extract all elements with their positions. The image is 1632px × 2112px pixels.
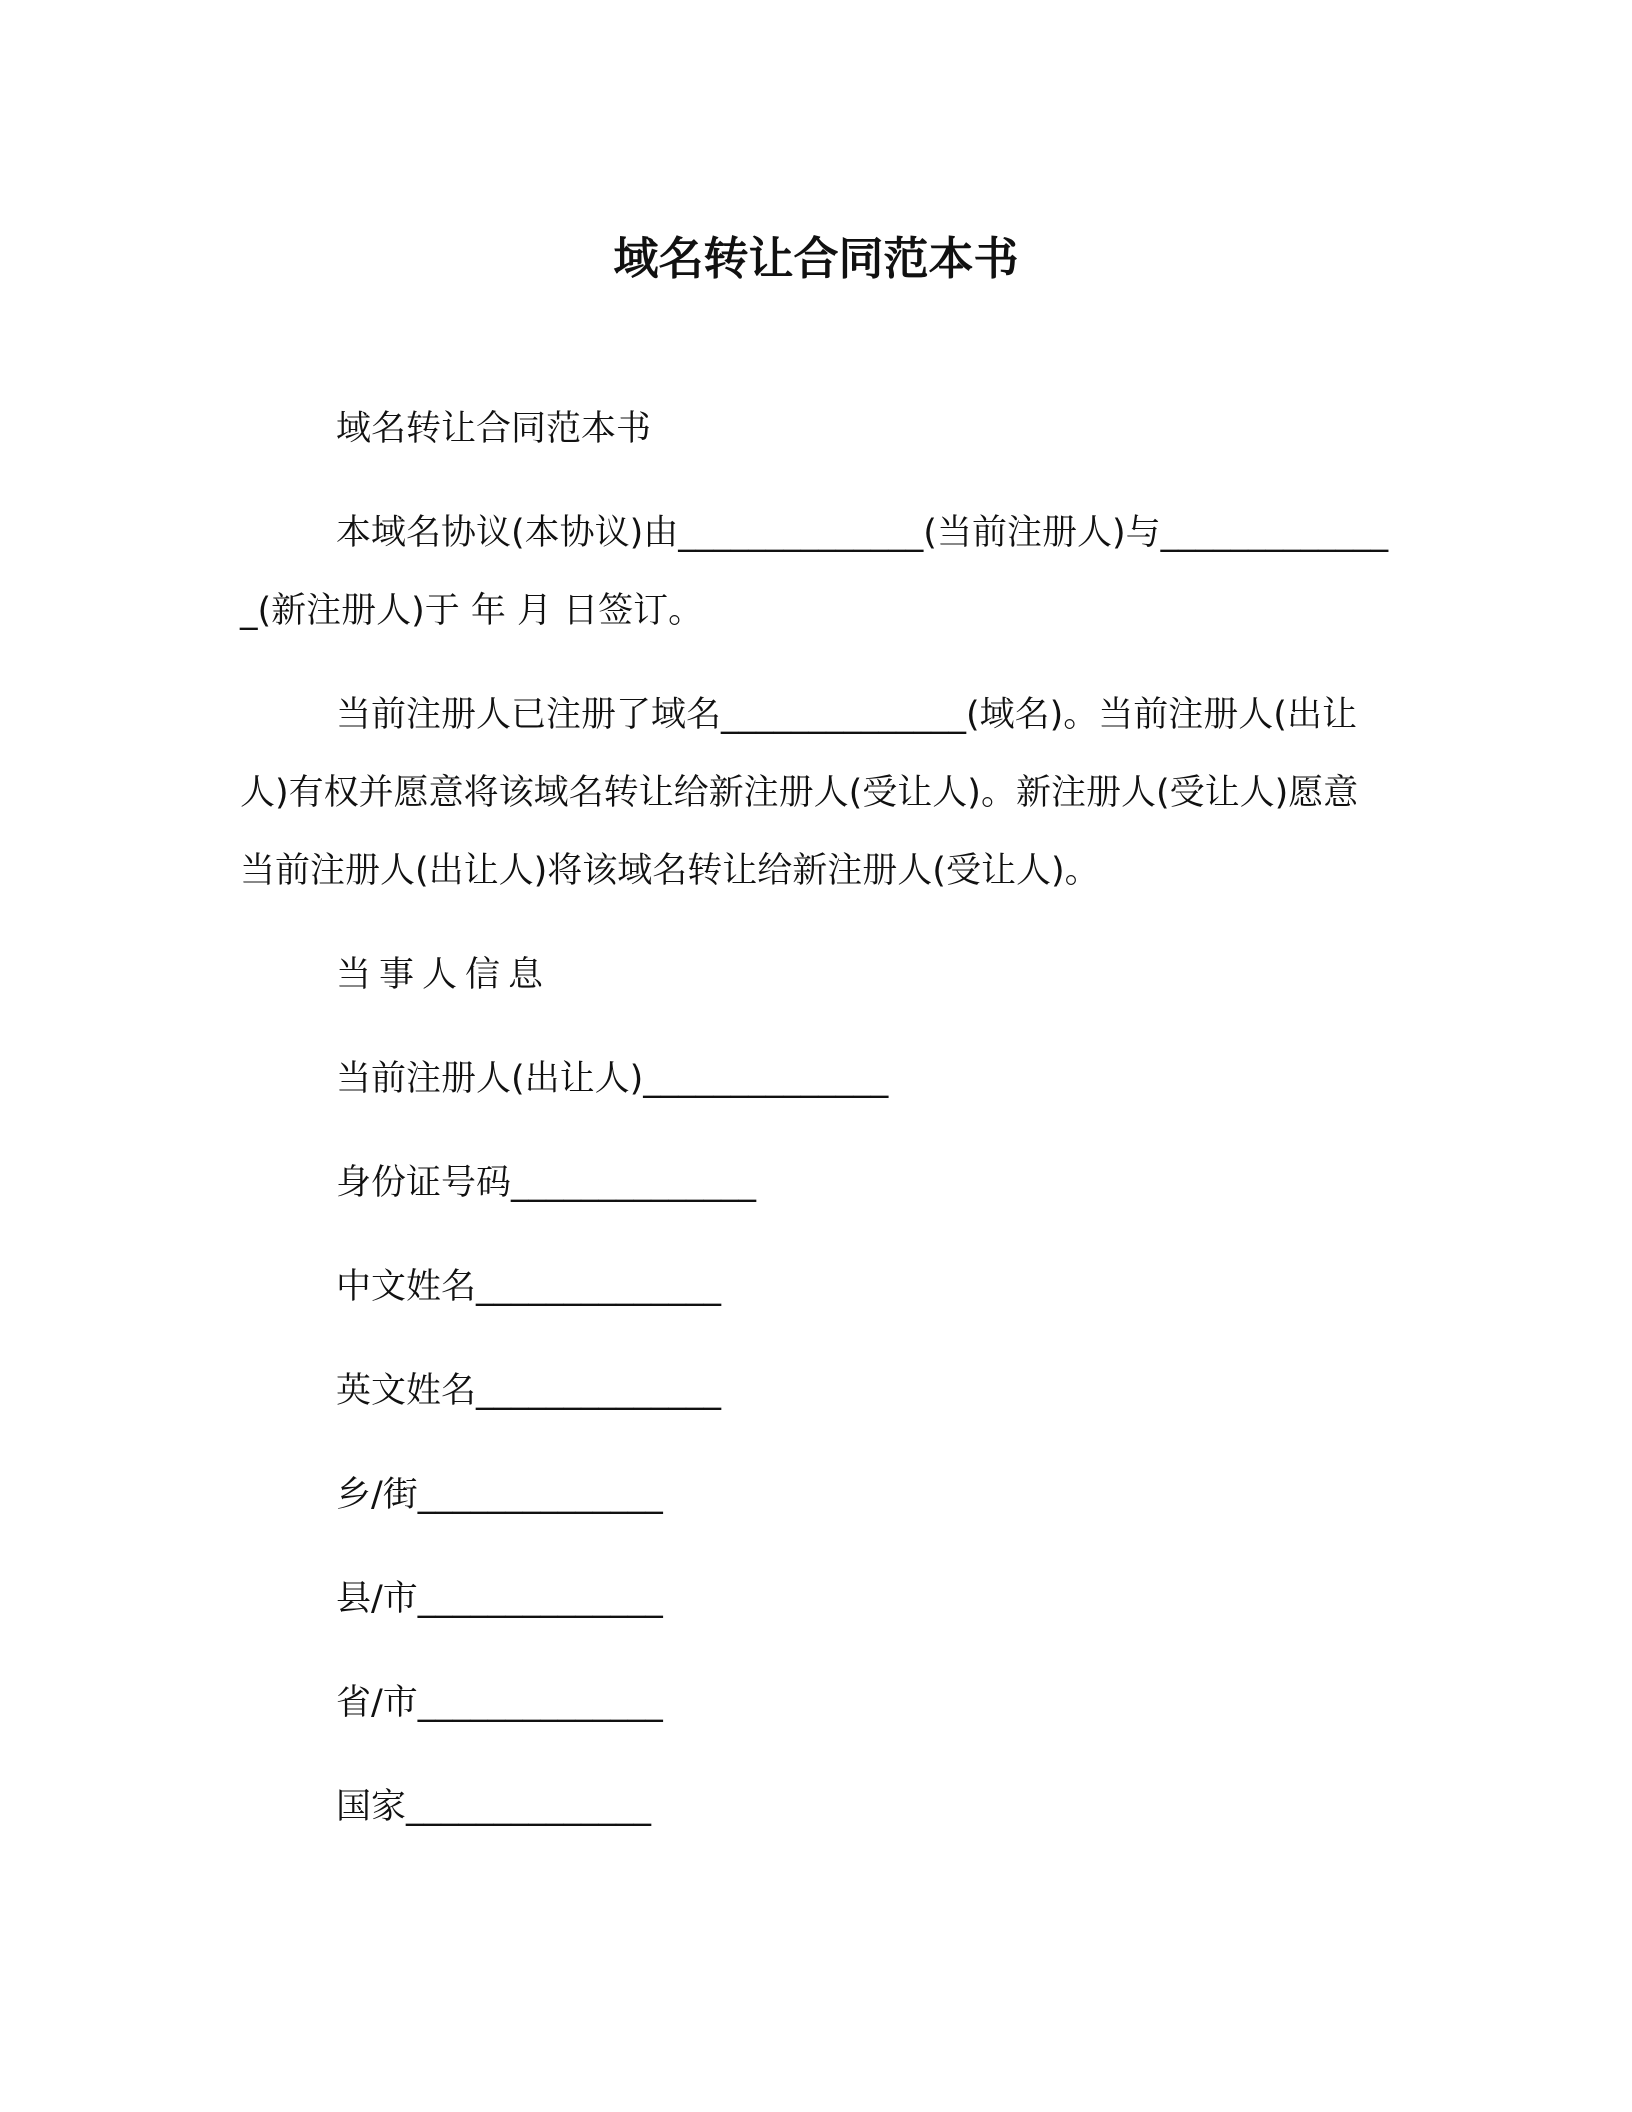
field-chinese-name: 中文姓名______________: [336, 1267, 722, 1307]
field-province-city: 省/市______________: [336, 1683, 663, 1723]
document-title: 域名转让合同范本书: [613, 232, 1019, 285]
document-body: [240, 390, 1390, 1846]
field-english-name: 英文姓名______________: [336, 1371, 722, 1411]
field-township-street: 乡/街______________: [336, 1475, 663, 1515]
field-current-registrant: 当前注册人(出让人)______________: [336, 1059, 889, 1099]
field-id-number: 身份证号码______________: [336, 1163, 757, 1203]
field-country: 国家______________: [336, 1787, 652, 1827]
field-county-city: 县/市______________: [336, 1579, 663, 1619]
party-info-heading: 当事人信息: [336, 955, 552, 995]
domain-transfer-paragraph: 当前注册人已注册了域名______________(域名)。当前注册人(出让人)有权并愿意将该域名转让给新注册人(受让人)。新注册人(受让人)愿意当前注册人(出让人)将该域名转让给新注册人(受让人)。: [240, 695, 1359, 891]
document-subtitle: 域名转让合同范本书: [336, 409, 652, 449]
agreement-intro-paragraph: 本域名协议(本协议)由______________(当前注册人)与______________(新注册人)于 年 月 日签订。: [240, 513, 1389, 631]
